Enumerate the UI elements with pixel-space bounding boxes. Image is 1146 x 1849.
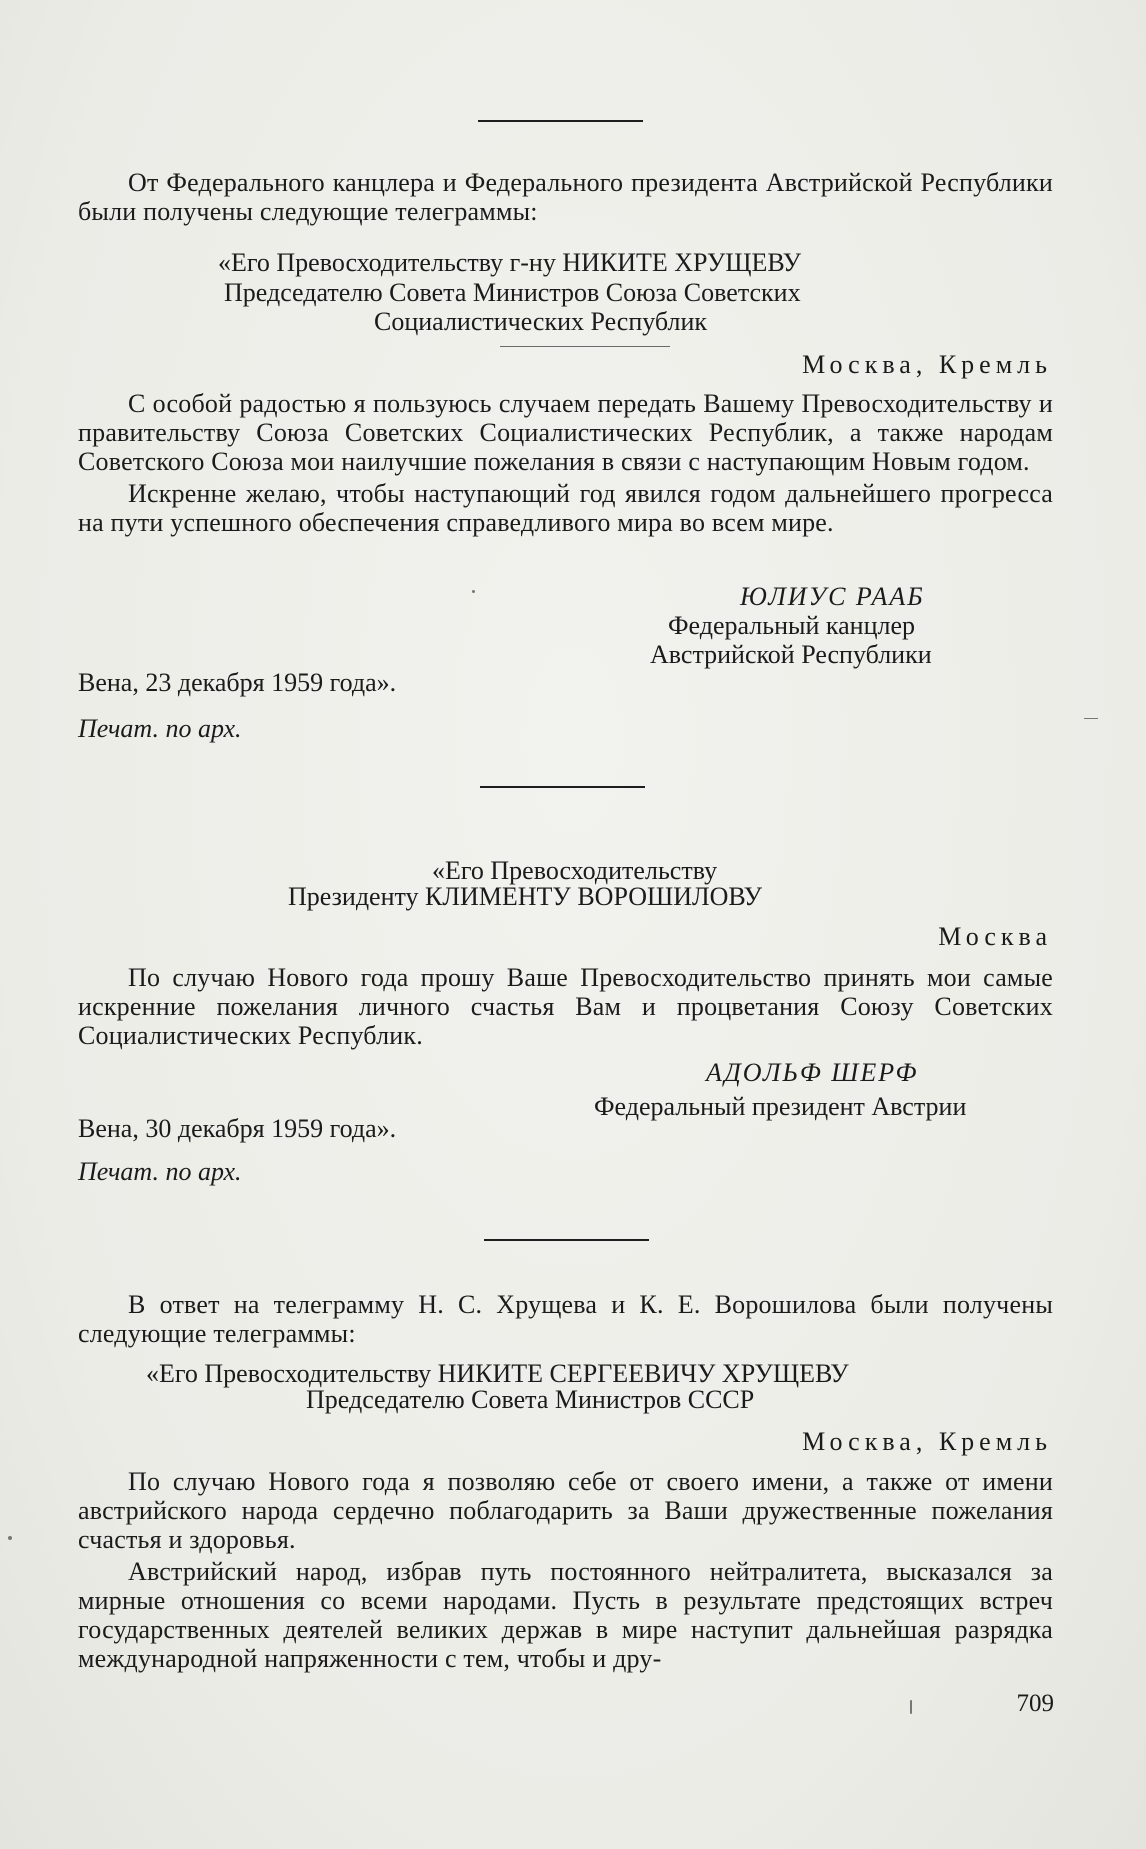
scan-speck (8, 1536, 12, 1540)
section3-place: Москва, Кремль (802, 1427, 1052, 1456)
section2-paragraph1: По случаю Нового года прошу Ваше Превосходительство принять мои самые искренние пожелания личного счастья Вам и процветания Союзу Советских Социалистических Республик. (78, 963, 1053, 1050)
scan-speck (910, 1700, 912, 1714)
section2-signature-name: АДОЛЬФ ШЕРФ (706, 1058, 919, 1087)
section3-intro-block (78, 1290, 1053, 1348)
scan-speck (1084, 718, 1098, 719)
section3-body (78, 1467, 1053, 1673)
section2-source: Печат. по арх. (78, 1157, 242, 1186)
section1-addressee-line1: «Его Превосходительству г-ну НИКИТЕ ХРУЩЕВУ (218, 248, 802, 277)
section2-place: Москва (938, 922, 1052, 951)
section1-intro-block (78, 168, 1053, 226)
section1-body (78, 389, 1053, 537)
section3-addressee-line2: Председателю Совета Министров СССР (306, 1385, 755, 1414)
section3-paragraph2: Австрийский народ, избрав путь постоянного нейтралитета, высказался за мирные отношения со всеми народами. Пусть в результате предстоящих встреч государственных деятелей великих держав в мире наступит дальнейшая разрядка международной напряженности с тем, чтобы и дру- (78, 1557, 1053, 1673)
addressee-underline (500, 346, 670, 347)
section1-paragraph1: С особой радостью я пользуюсь случаем передать Вашему Превосходительству и правительству Союза Советских Социалистических Республик, а также народам Советского Союза мои наилучшие пожелания в связи с наступающим Новым годом. (78, 389, 1053, 476)
section1-signature-name: ЮЛИУС РААБ (740, 582, 925, 611)
section-divider-bottom (484, 1239, 649, 1241)
section1-date: Вена, 23 декабря 1959 года». (78, 668, 397, 697)
section1-place: Москва, Кремль (802, 350, 1052, 379)
section3-intro: В ответ на телеграмму Н. С. Хрущева и К. Е. Ворошилова были получены следующие телеграммы: (78, 1290, 1053, 1348)
section1-paragraph2: Искренне желаю, чтобы наступающий год явился годом дальнейшего прогресса на пути успешного обеспечения справедливого мира во всем мире. (78, 479, 1053, 537)
section2-signature-title: Федеральный президент Австрии (594, 1092, 967, 1121)
section2-addressee-line1: «Его Превосходительству (432, 856, 718, 885)
section3-paragraph1: По случаю Нового года я позволяю себе от своего имени, а также от имени австрийского народа сердечно поблагодарить за Ваши дружественные пожелания счастья и здоровья. (78, 1467, 1053, 1554)
section1-signature-title1: Федеральный канцлер (668, 611, 916, 640)
section2-date: Вена, 30 декабря 1959 года». (78, 1114, 397, 1143)
section2-addressee-line2: Президенту КЛИМЕНТУ ВОРОШИЛОВУ (288, 882, 763, 911)
section2-body (78, 963, 1053, 1050)
section3-addressee-line1: «Его Превосходительству НИКИТЕ СЕРГЕЕВИЧУ ХРУЩЕВУ (146, 1359, 849, 1388)
scan-speck (472, 590, 475, 593)
section-divider-middle (480, 786, 645, 788)
section1-intro: От Федерального канцлера и Федерального президента Австрийской Республики были получены следующие телеграммы: (78, 168, 1053, 226)
section1-source: Печат. по арх. (78, 714, 242, 743)
page-number: 709 (1016, 1690, 1054, 1717)
section1-addressee-line2: Председателю Совета Министров Союза Советских (224, 278, 801, 307)
section1-addressee-line3: Социалистических Республик (374, 307, 708, 336)
section1-signature-title2: Австрийской Республики (650, 640, 932, 669)
section-divider-top (478, 120, 643, 122)
